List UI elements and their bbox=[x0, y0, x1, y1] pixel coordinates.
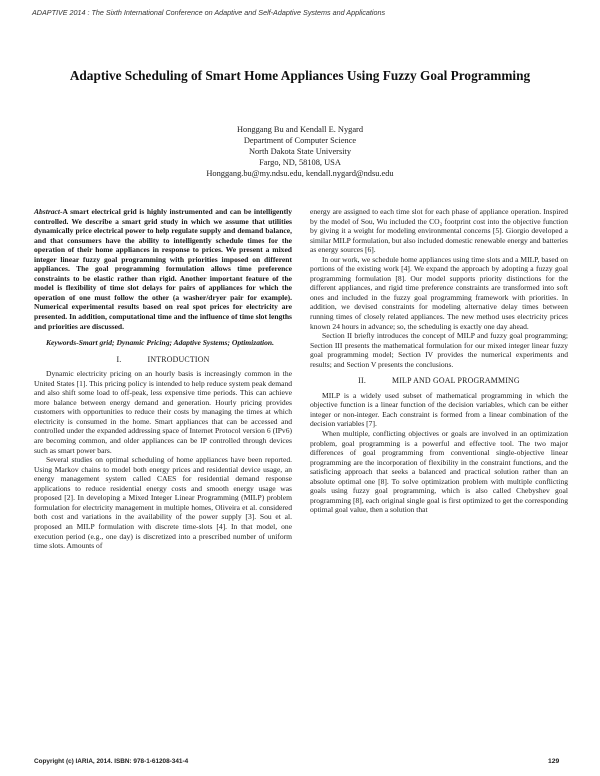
section-number: II. bbox=[358, 376, 366, 386]
abstract-text: -A smart electrical grid is highly instrumented and can be intelligently controlled. We describe a smart grid study in which we assume that utilities dynamically price electrical power to help regulate supply and demand balance, and that consumers have the ability to intelligently schedule times for the operation of their home appliances in response to prices. We present a mixed integer linear fuzzy goal programming with priorities imposed on different appliances. The goal programming formulation allows time preference constraints to be elastic rather than rigid. Another important feature of the model is flexibility of time slot delays for pairs of appliances for which the operation of one must follow the other (a washer/dryer pair for example). Numerical experimental results based on real spot prices for electricity are presented. In addition, computational time and the influence of time slot lengths and priorities are discussed. bbox=[34, 207, 292, 331]
footer-copyright: Copyright (c) IARIA, 2014. ISBN: 978-1-61208-341-4 bbox=[34, 758, 189, 765]
author-names: Honggang Bu and Kendall E. Nygard bbox=[236, 125, 364, 134]
conference-header: ADAPTIVE 2014 : The Sixth International Conference on Adaptive and Self-Adaptive Systems and Applications bbox=[32, 8, 386, 17]
section-title: MILP AND GOAL PROGRAMMING bbox=[392, 376, 520, 386]
body-paragraph: Several studies on optimal scheduling of home appliances have been reported. Using Markov chains to model both energy prices and residential device usage, an energy management system called CAES for residential demand response applications to reduce residential energy costs and smooth energy usage was proposed [2]. In developing a Mixed Integer Linear Programming (MILP) problem formulation for electricity management in multiple homes, Oliveira et al. considered both cost and variations in the availability of the power supply [3]. Sou et al. proposed an MILP formulation with discrete time-slots [4]. In that model, one execution period (e.g., one day) is discretized into a prescribed number of uniform time slots. Amounts of bbox=[34, 455, 292, 551]
body-paragraph: When multiple, conflicting objectives or goals are involved in an optimization problem, goal programming is a powerful and effective tool. The two major differences of goal programming from conventional single-objective linear programming are the incorporation of flexibility in the constraint functions, and the satisficing approach that seeks a balanced and practical solution rather than an absolute optimal one [8]. To solve optimization problem with multiple conflicting goals using fuzzy goal programming, which is also called Chebyshev goal programming [8], each original single goal is first optimized to get the corresponding optimal goal value, then a solution that bbox=[310, 429, 568, 515]
author-city: Fargo, ND, 58108, USA bbox=[259, 158, 341, 167]
page-number: 129 bbox=[548, 758, 560, 765]
abstract bbox=[34, 207, 292, 331]
body-paragraph: In our work, we schedule home appliances using time slots and a MILP, based on portions of the existing work [4]. We expand the approach by adopting a fuzzy goal programming formulation [8]. Our model supports priority distinctions for the different appliances, and rigid time preference constraints are transformed into soft ones and included in the fuzzy goal programming framework with priorities. In addition, we devised constraints for modeling alternative delay times between running times of closely related appliances. The new method uses electricity prices known 24 hours in advance; so, the scheduling is exactly one day ahead. bbox=[310, 254, 568, 331]
right-column bbox=[310, 207, 568, 515]
body-paragraph: Dynamic electricity pricing on an hourly basis is increasingly common in the United States [1]. This pricing policy is intended to help reduce system peak demand and also shift some load to off-peak, less expensive time periods. This can achieve more balance between energy demand and generation. Hourly pricing provides customers with opportunities to reduce their costs by managing the times at which electricity is consumed in the home. Smart appliances that can be accessed and controlled under the expanded addressing space of Internet Protocol version 6 (IPv6) are becoming common, and older appliances can be IP controlled through devices such as smart power bars. bbox=[34, 369, 292, 455]
keywords: Keywords-Smart grid; Dynamic Pricing; Adaptive Systems; Optimization. bbox=[46, 338, 275, 348]
author-university: North Dakota State University bbox=[248, 147, 352, 156]
author-block bbox=[30, 124, 570, 179]
left-column bbox=[34, 207, 292, 551]
section-number: I. bbox=[116, 354, 122, 364]
abstract-lead: Abstract bbox=[34, 207, 60, 216]
body-paragraph: energy are assigned to each time slot for each phase of appliance operation. Inspired by the model of Sou, Wu included the CO₂ footprint cost into the objective function by giving it a weight for modeling environmental concerns [5]. Giorgio developed a similar MILP formulation, but also included domestic renewable energy and batteries as energy sources [6]. bbox=[310, 207, 568, 255]
paper-title: Adaptive Scheduling of Smart Home Appliances Using Fuzzy Goal Programming bbox=[69, 68, 531, 83]
section-heading-introduction bbox=[34, 355, 292, 365]
author-department: Department of Computer Science bbox=[243, 136, 357, 145]
body-paragraph: MILP is a widely used subset of mathematical programming in which the objective function is a linear function of the decision variables, which can be either integer or non-integer. Each constraint is formed from a linear combination of the decision variables [7]. bbox=[310, 390, 568, 429]
section-title: INTRODUCTION bbox=[147, 354, 210, 364]
author-emails: Honggang.bu@my.ndsu.edu, kendall.nygard@ndsu.edu bbox=[206, 169, 394, 178]
section-heading-milp bbox=[310, 376, 568, 386]
body-paragraph: Section II briefly introduces the concept of MILP and fuzzy goal programming; Section III presents the mathematical formulation for our mixed integer linear fuzzy goal programming model; Section IV provides the numerical experiments and results; and Section V presents the conclusions. bbox=[310, 331, 568, 369]
